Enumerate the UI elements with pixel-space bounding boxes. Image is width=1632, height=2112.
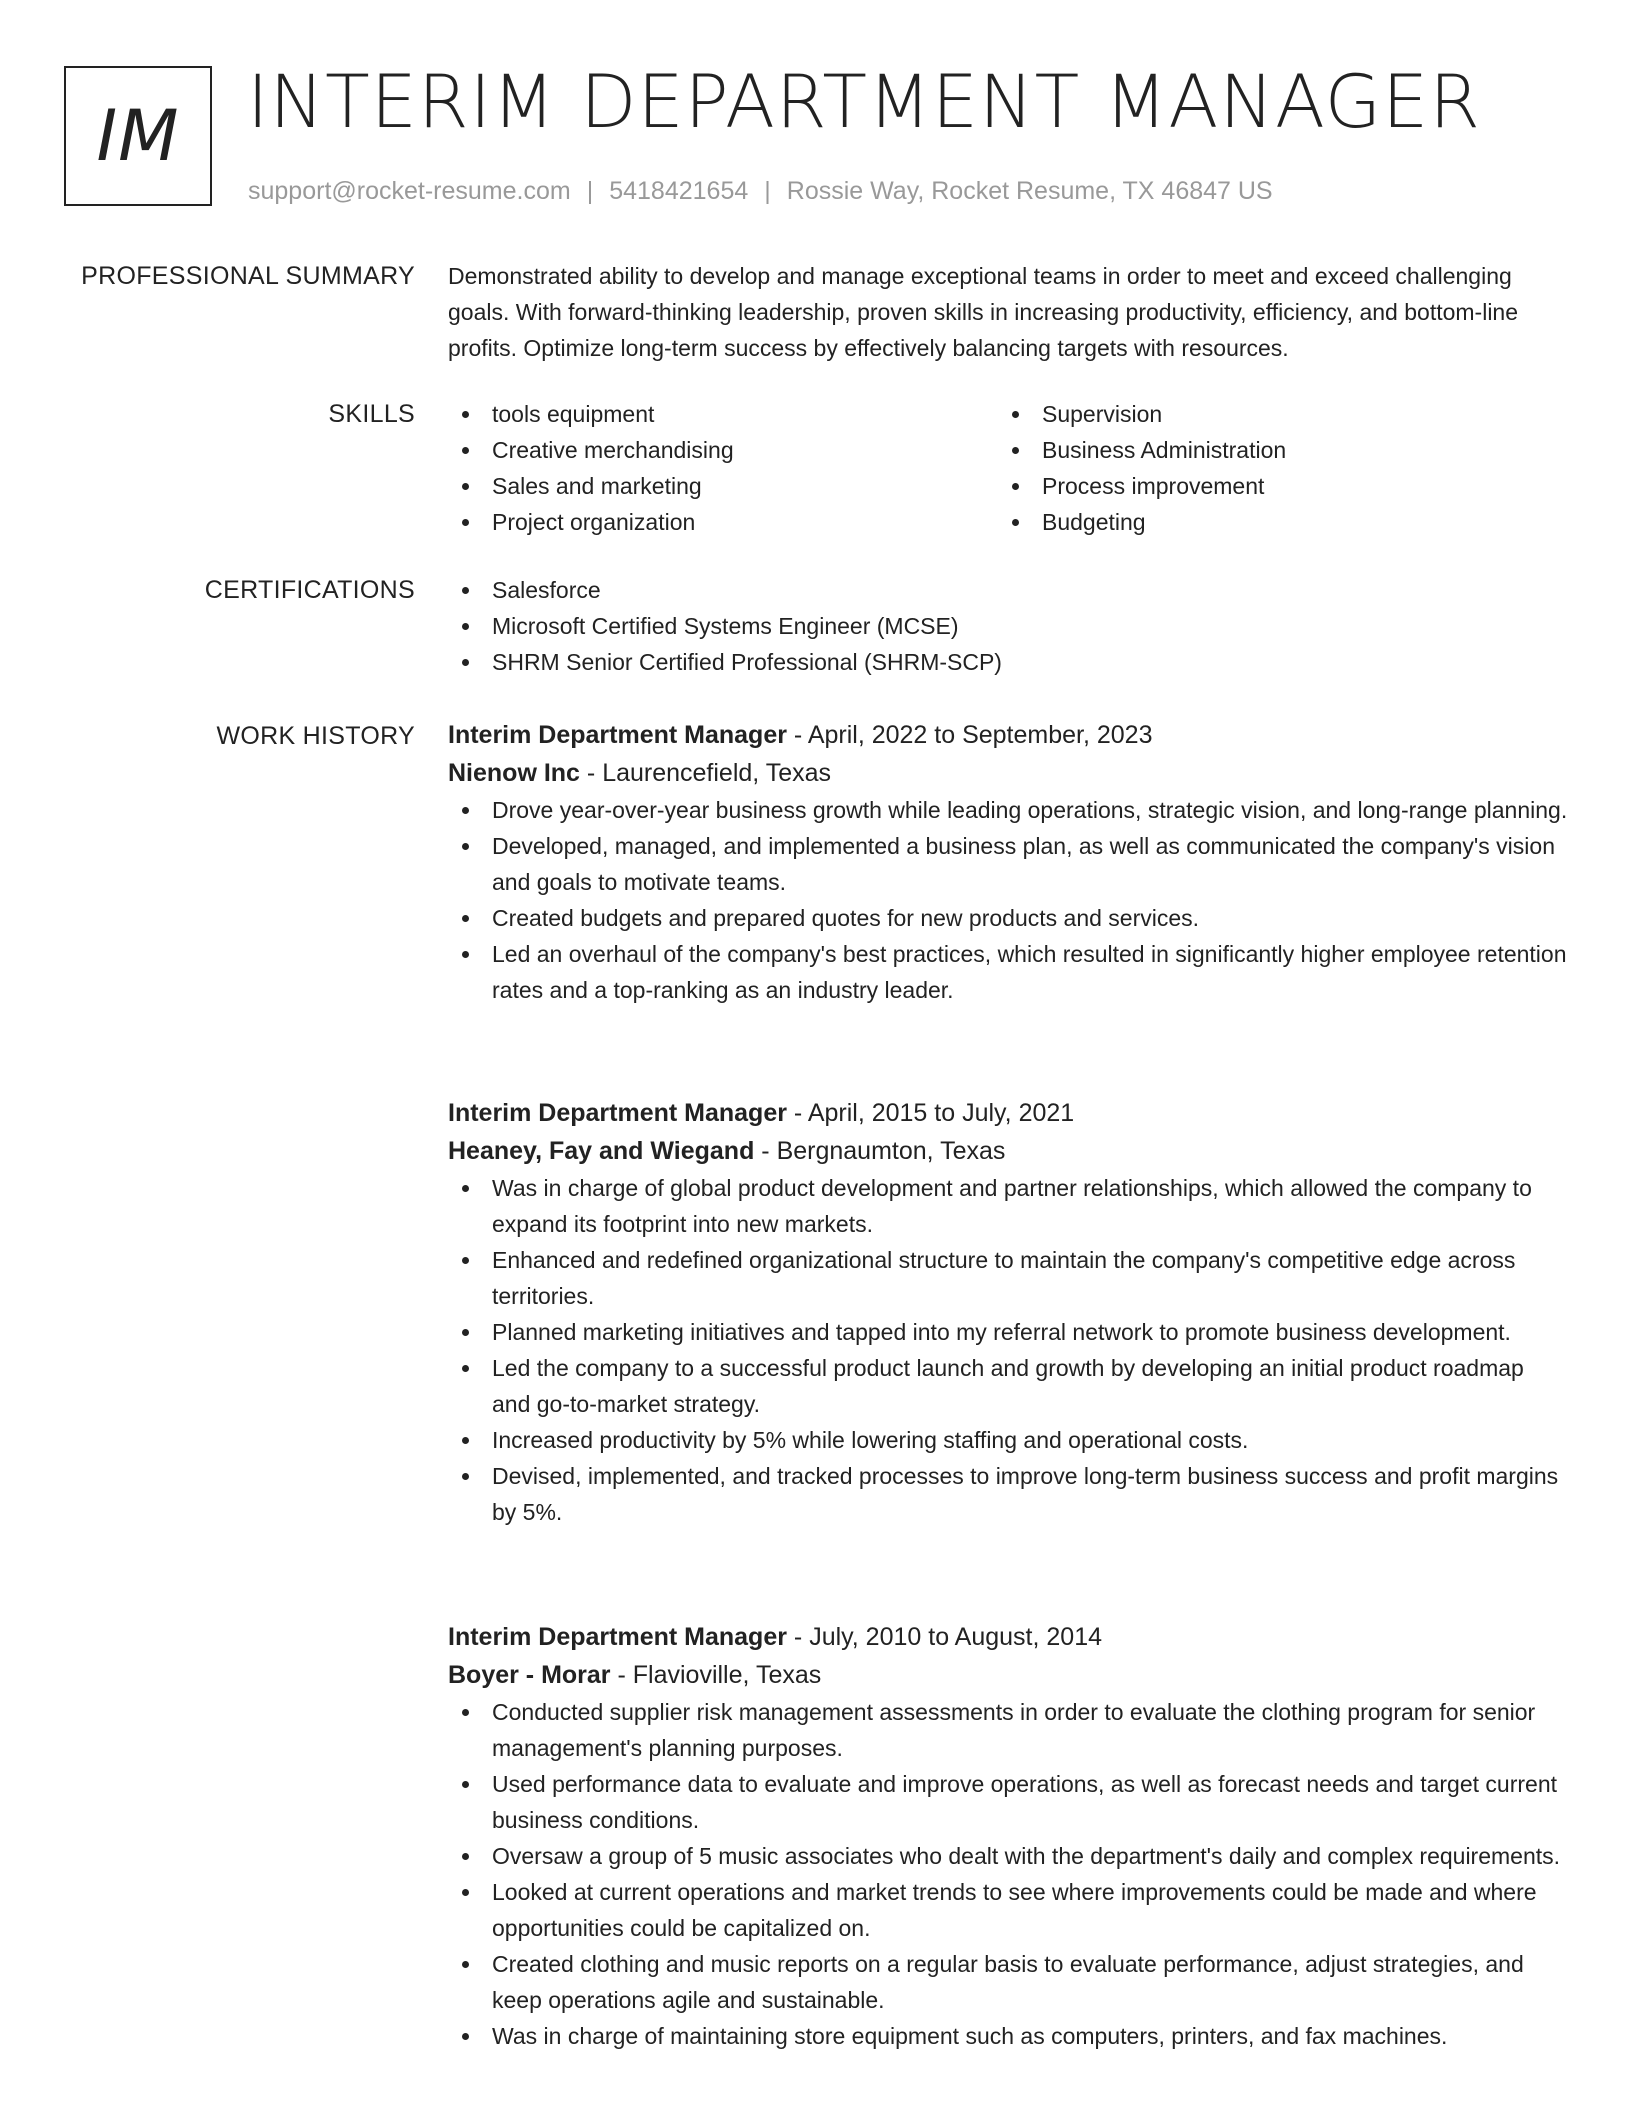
job-dates: July, 2010 to August, 2014 — [809, 1623, 1102, 1651]
job-title-line: Interim Department Manager - July, 2010 to August, 2014 — [448, 1623, 1102, 1651]
job-bullet: Planned marketing initiatives and tapped into my referral network to promote business development. — [448, 1314, 1568, 1350]
job-title-line: Interim Department Manager - April, 2015 to July, 2021 — [448, 1099, 1075, 1127]
monogram-logo: IM — [64, 66, 212, 206]
job-location: Bergnaumton, Texas — [776, 1137, 1006, 1165]
job-bullet: Was in charge of maintaining store equipment such as computers, printers, and fax machines. — [448, 2018, 1568, 2054]
job-company-line: Boyer - Morar - Flavioville, Texas — [448, 1661, 822, 1689]
job-bullet: Used performance data to evaluate and improve operations, as well as forecast needs and target current business conditions. — [448, 1766, 1568, 1838]
contact-line — [248, 174, 1273, 208]
job-company: Heaney, Fay and Wiegand — [448, 1137, 755, 1165]
skills-list-right — [998, 396, 1548, 540]
job-bullet-list — [448, 792, 1568, 1008]
contact-separator: | — [764, 177, 771, 205]
job-entry — [448, 1094, 1568, 1530]
certification-item: SHRM Senior Certified Professional (SHRM-SCP) — [448, 644, 1568, 680]
job-dates: April, 2015 to July, 2021 — [807, 1099, 1075, 1127]
section-label-skills: SKILLS — [328, 400, 415, 428]
job-bullet: Led the company to a successful product launch and growth by developing an initial product roadmap and go-to-market strategy. — [448, 1350, 1568, 1422]
job-bullet-list — [448, 1694, 1568, 2054]
certifications-body — [448, 572, 1568, 680]
contact-address: Rossie Way, Rocket Resume, TX 46847 US — [786, 177, 1273, 205]
job-entry — [448, 1618, 1568, 2054]
section-label-certifications: CERTIFICATIONS — [204, 576, 415, 604]
job-company: Boyer - Morar — [448, 1661, 611, 1689]
job-bullet: Was in charge of global product development and partner relationships, which allowed the company to expand its footprint into new markets. — [448, 1170, 1568, 1242]
job-bullet: Increased productivity by 5% while lowering staffing and operational costs. — [448, 1422, 1568, 1458]
skills-list-left — [448, 396, 998, 540]
job-dates: April, 2022 to September, 2023 — [807, 721, 1153, 749]
job-location: Laurencefield, Texas — [602, 759, 832, 787]
contact-email: support@rocket-resume.com — [248, 177, 571, 205]
job-title: Interim Department Manager — [448, 1099, 787, 1127]
skill-item: Business Administration — [998, 432, 1548, 468]
resume-name-title: INTERIM DEPARTMENT MANAGER — [247, 60, 1482, 145]
job-title-line: Interim Department Manager - April, 2022 to September, 2023 — [448, 721, 1153, 749]
skill-item: Supervision — [998, 396, 1548, 432]
skill-item: Budgeting — [998, 504, 1548, 540]
job-bullet: Created clothing and music reports on a regular basis to evaluate performance, adjust strategies, and keep operations agile and sustainable. — [448, 1946, 1568, 2018]
job-bullet: Drove year-over-year business growth while leading operations, strategic vision, and long-range planning. — [448, 792, 1568, 828]
job-title: Interim Department Manager — [448, 1623, 787, 1651]
summary-body — [448, 258, 1568, 366]
job-bullet: Enhanced and redefined organizational structure to maintain the company's competitive edge across territories. — [448, 1242, 1568, 1314]
certification-item: Microsoft Certified Systems Engineer (MCSE) — [448, 608, 1568, 644]
skill-item: Sales and marketing — [448, 468, 998, 504]
job-bullet: Led an overhaul of the company's best practices, which resulted in significantly higher employee retention rates and a top-ranking as an industry leader. — [448, 936, 1568, 1008]
job-bullet: Looked at current operations and market trends to see where improvements could be made and where opportunities could be capitalized on. — [448, 1874, 1568, 1946]
job-entry — [448, 716, 1568, 1008]
certification-item: Salesforce — [448, 572, 1568, 608]
job-bullet: Developed, managed, and implemented a business plan, as well as communicated the company's vision and goals to motivate teams. — [448, 828, 1568, 900]
job-location: Flavioville, Texas — [632, 1661, 822, 1689]
job-bullet-list — [448, 1170, 1568, 1530]
section-label-summary: PROFESSIONAL SUMMARY — [81, 262, 415, 290]
contact-separator: | — [586, 177, 594, 205]
skill-item: tools equipment — [448, 396, 998, 432]
skill-item: Process improvement — [998, 468, 1548, 504]
skills-grid — [448, 396, 1568, 540]
section-label-work-history: WORK HISTORY — [216, 722, 415, 750]
skill-item: Creative merchandising — [448, 432, 998, 468]
skills-body — [448, 396, 1568, 540]
job-bullet: Conducted supplier risk management assessments in order to evaluate the clothing program for senior management's planning purposes. — [448, 1694, 1568, 1766]
skill-item: Project organization — [448, 504, 998, 540]
job-bullet: Created budgets and prepared quotes for new products and services. — [448, 900, 1568, 936]
summary-text: Demonstrated ability to develop and manage exceptional teams in order to meet and exceed challenging goals. With forward-thinking leadership, proven skills in increasing productivity, efficiency, and bottom-line profits. Optimize long-term success by effectively balancing targets with resources. — [448, 263, 1519, 361]
certifications-list — [448, 572, 1568, 680]
job-bullet: Devised, implemented, and tracked processes to improve long-term business success and profit margins by 5%. — [448, 1458, 1568, 1530]
contact-phone: 5418421654 — [609, 177, 749, 205]
job-company-line: Nienow Inc - Laurencefield, Texas — [448, 759, 832, 787]
job-bullet: Oversaw a group of 5 music associates who dealt with the department's daily and complex requirements. — [448, 1838, 1568, 1874]
job-company-line: Heaney, Fay and Wiegand - Bergnaumton, Texas — [448, 1137, 1006, 1165]
job-company: Nienow Inc — [448, 759, 580, 787]
job-title: Interim Department Manager — [448, 721, 787, 749]
